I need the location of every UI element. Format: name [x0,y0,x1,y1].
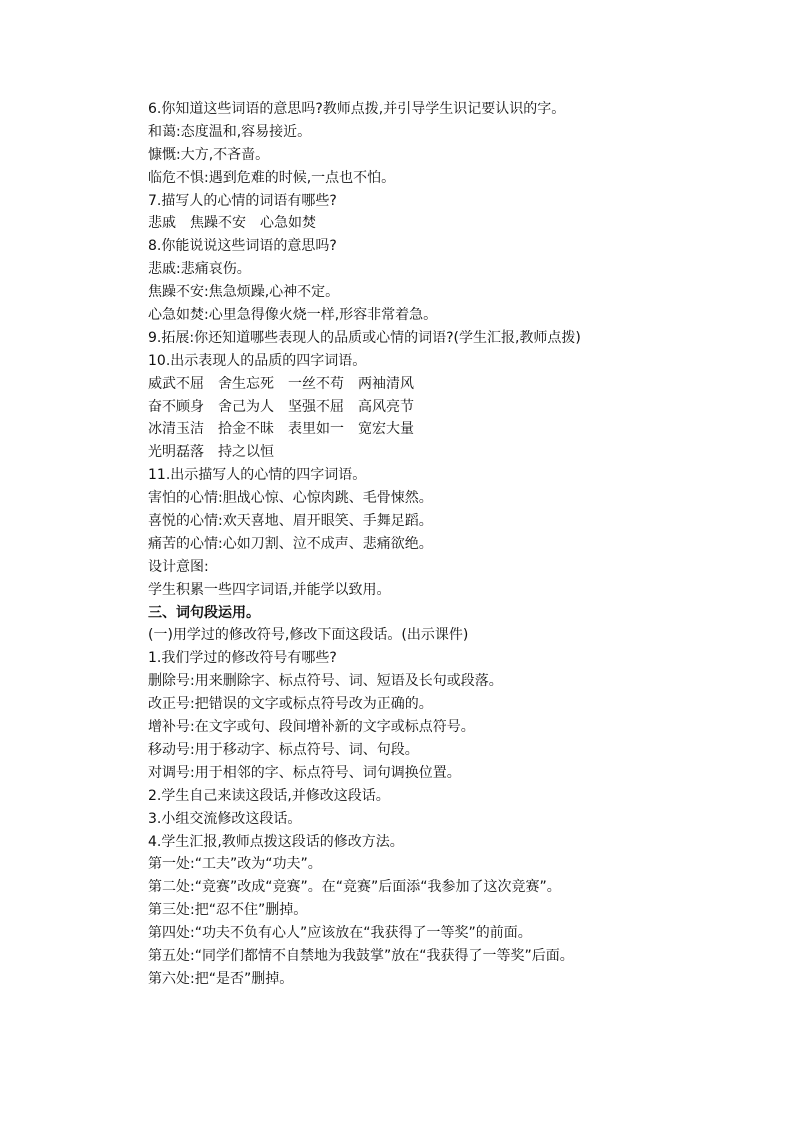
pain-words: 痛苦的心情:心如刀割、泣不成声、悲痛欲绝。 [148,535,433,552]
quality-words-row-3: 冰清玉洁 拾金不昧 表里如一 宽宏大量 [148,421,414,438]
item-11-heading: 11.出示描写人的心情的四字词语。 [148,467,367,484]
definition-jiaozaobuan: 焦躁不安:焦急烦躁,心神不定。 [148,284,340,301]
joy-words: 喜悦的心情:欢天喜地、眉开眼笑、手舞足蹈。 [148,513,433,530]
design-intent-label: 设计意图: [148,558,209,575]
fear-words: 害怕的心情:胆战心惊、心惊肉跳、毛骨悚然。 [148,490,433,507]
question-7: 7.描写人的心情的词语有哪些? [148,192,337,209]
section-3-heading: 三、词句段运用。 [148,604,260,621]
definition-linweibuju: 临危不惧:遇到危难的时候,一点也不怕。 [148,169,396,186]
item-10-heading: 10.出示表现人的品质的四字词语。 [148,352,367,369]
revision-5: 第五处:“同学们都情不自禁地为我鼓掌”放在“我获得了一等奖”后面。 [148,947,574,964]
quality-words-row-1: 威武不屈 舍生忘死 一丝不苟 两袖清风 [148,375,414,392]
symbol-insert: 增补号:在文字或句、段间增补新的文字或标点符号。 [148,719,475,736]
symbol-move: 移动号:用于移动字、标点符号、词、句段。 [148,741,419,758]
symbol-correct: 改正号:把错误的文字或标点符号改为正确的。 [148,696,433,713]
document-page [148,98,748,991]
quality-words-row-2: 奋不顾身 舍己为人 坚强不屈 高风亮节 [148,398,414,415]
revision-3: 第三处:把“忍不住”删掉。 [148,902,308,919]
subsection-1-heading: (一)用学过的修改符号,修改下面这段话。(出示课件) [148,627,469,644]
revision-4: 第四处:“功夫不负有心人”应该放在“我获得了一等奖”的前面。 [148,925,532,942]
quality-words-row-4: 光明磊落 持之以恒 [148,444,274,461]
definition-kangkai: 慷慨:大方,不吝啬。 [148,146,270,163]
step-2: 2.学生自己来读这段话,并修改这段话。 [148,787,390,804]
revision-6: 第六处:把“是否”删掉。 [148,970,294,987]
design-intent-text: 学生积累一些四字词语,并能学以致用。 [148,581,391,598]
definition-beiqi: 悲戚:悲痛哀伤。 [148,261,251,278]
question-9: 9.拓展:你还知道哪些表现人的品质或心情的词语?(学生汇报,教师点拨) [148,329,581,346]
step-1: 1.我们学过的修改符号有哪些? [148,650,337,667]
question-8: 8.你能说说这些词语的意思吗? [148,238,337,255]
definition-heai: 和蔼:态度温和,容易接近。 [148,123,312,140]
step-4: 4.学生汇报,教师点拨这段话的修改方法。 [148,833,404,850]
revision-2: 第二处:“竞赛”改成“竞赛”。在“竞赛”后面添“我参加了这次竞赛”。 [148,879,561,896]
symbol-swap: 对调号:用于相邻的字、标点符号、词句调换位置。 [148,764,461,781]
symbol-delete: 删除号:用来删除字、标点符号、词、短语及长句或段落。 [148,673,503,690]
step-3: 3.小组交流修改这段话。 [148,810,302,827]
mood-words: 悲戚 焦躁不安 心急如焚 [148,215,316,232]
definition-xinjirufen: 心急如焚:心里急得像火烧一样,形容非常着急。 [148,307,438,324]
revision-1: 第一处:“工夫”改为“功夫”。 [148,856,322,873]
question-6: 6.你知道这些词语的意思吗?教师点拨,并引导学生识记要认识的字。 [148,101,566,117]
